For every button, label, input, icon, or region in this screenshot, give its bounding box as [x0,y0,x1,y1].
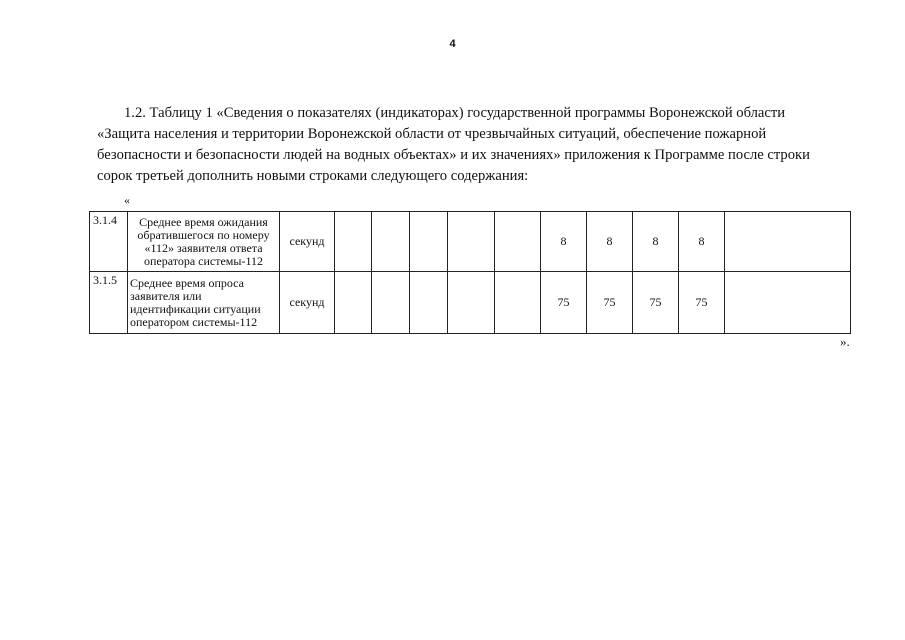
indicator-value [448,272,495,334]
indicator-value [725,212,851,272]
open-quote: « [124,193,130,207]
table-row [90,212,851,272]
indicator-code: 3.1.5 [90,272,128,334]
indicator-value [725,272,851,334]
indicator-value: 8 [541,212,587,272]
paragraph-line: сорок третьей дополнить новыми строками следующего содержания: [97,168,529,184]
table-row [90,272,851,334]
indicator-value: 8 [633,212,679,272]
indicator-code: 3.1.4 [90,212,128,272]
indicator-value [372,272,410,334]
indicator-value: 75 [541,272,587,334]
close-quote: ». [840,334,850,349]
indicator-value [410,272,448,334]
indicator-name: Среднее время ожидания обратившегося по номеру «112» заявителя ответа оператора системы-112 [128,212,280,272]
indicator-value [372,212,410,272]
indicator-value: 75 [633,272,679,334]
indicator-name: Среднее время опроса заявителя или идентификации ситуации оператором системы-112 [128,272,280,334]
indicator-value [335,212,372,272]
page-number: 4 [449,38,456,50]
indicator-value: 75 [587,272,633,334]
indicator-value [410,212,448,272]
paragraph-line: безопасности и безопасности людей на водных объектах» и их значениях» приложения к Программе после строки [97,147,810,163]
indicator-value: 8 [679,212,725,272]
indicator-value: 8 [587,212,633,272]
amendment-paragraph [97,103,857,187]
indicator-unit: секунд [280,212,335,272]
indicator-value [495,272,541,334]
indicator-value: 75 [679,272,725,334]
indicator-value [495,212,541,272]
paragraph-line: «Защита населения и территории Воронежской области от чрезвычайных ситуаций, обеспечение пожарной [97,126,767,142]
indicator-unit: секунд [280,272,335,334]
indicator-value [335,272,372,334]
indicators-table [89,211,851,334]
paragraph-line: 1.2. Таблицу 1 «Сведения о показателях (индикаторах) государственной программы Воронежской области [124,105,786,121]
indicator-value [448,212,495,272]
